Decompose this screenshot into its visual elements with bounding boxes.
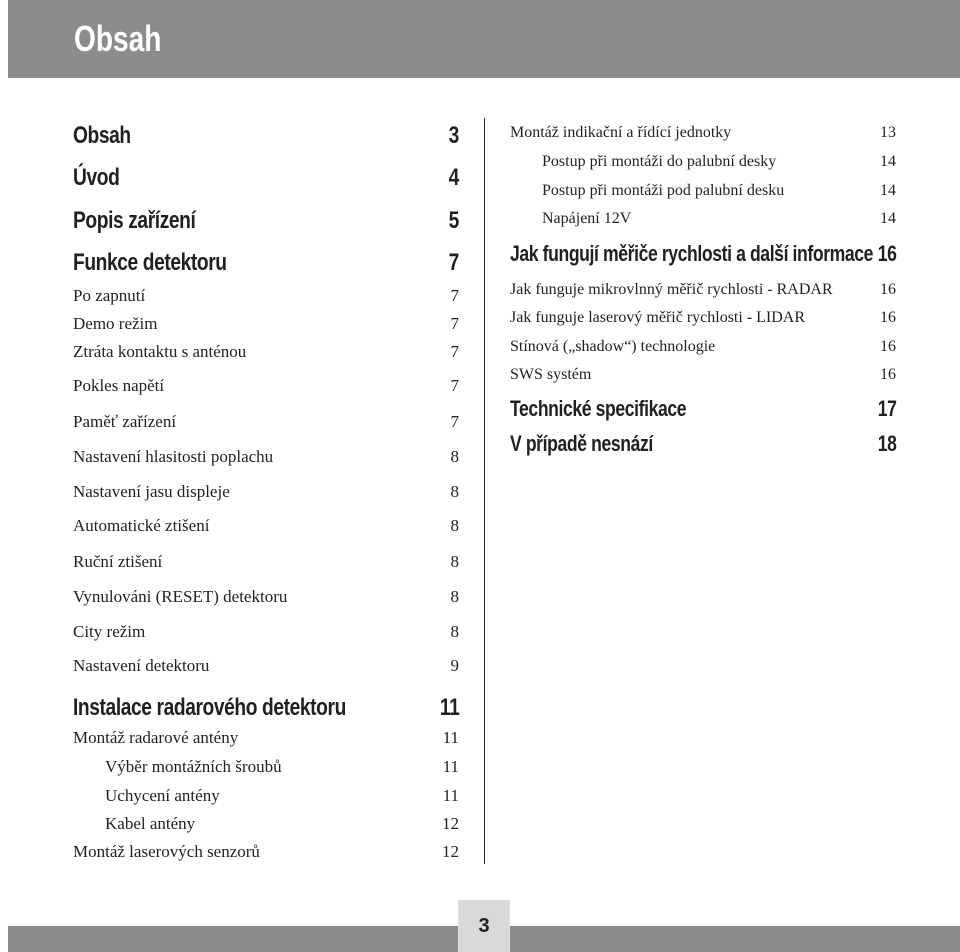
toc-entry-title: Popis zařízení <box>73 207 196 234</box>
toc-entry <box>73 338 459 366</box>
toc-entry-title: Úvod <box>73 164 120 191</box>
toc-entry-page: 16 <box>880 338 896 355</box>
toc-entry-title: Demo režim <box>73 314 158 333</box>
toc-entry <box>73 443 459 471</box>
toc-entry-page: 7 <box>450 314 459 333</box>
toc-entry <box>510 430 896 458</box>
toc-entry <box>73 512 459 540</box>
toc-entry-title: Uchycení antény <box>105 786 220 805</box>
toc-entry-page: 8 <box>450 447 459 466</box>
toc-entry <box>510 119 896 147</box>
toc-entry-title: Pokles napětí <box>73 376 165 395</box>
header-band <box>8 0 960 78</box>
toc-entry <box>73 408 459 436</box>
toc-entry-title: Instalace radarového detektoru <box>73 694 346 721</box>
toc-entry-page: 16 <box>880 281 896 298</box>
toc-entry-page: 11 <box>442 757 459 776</box>
toc-entry-page: 14 <box>880 210 896 227</box>
toc-entry <box>510 148 896 176</box>
toc-entry-title: Jak funguje mikrovlnný měřič rychlosti - RADAR <box>510 281 833 298</box>
toc-entry <box>510 361 896 389</box>
toc-entry-page: 12 <box>442 842 459 861</box>
page-number: 3 <box>478 915 490 937</box>
toc-entry <box>73 164 459 192</box>
toc-entry <box>510 333 896 361</box>
toc-entry-title: SWS systém <box>510 366 592 383</box>
page-number-box <box>458 900 510 952</box>
toc-entry-page: 16 <box>880 366 896 383</box>
toc-entry <box>73 548 459 576</box>
toc-entry <box>73 652 459 680</box>
toc-entry-title: Ruční ztišení <box>73 552 163 571</box>
toc-entry-page: 7 <box>450 286 459 305</box>
toc-entry <box>510 395 896 423</box>
toc-entry <box>73 810 459 838</box>
toc-entry-page: 8 <box>450 552 459 571</box>
toc-entry-page: 8 <box>450 516 459 535</box>
toc-entry-title: Ztráta kontaktu s anténou <box>73 342 247 361</box>
toc-entry-page: 5 <box>448 207 459 234</box>
toc-entry <box>73 724 459 752</box>
toc-entry-title: Nastavení detektoru <box>73 656 210 675</box>
toc-entry-page: 3 <box>448 122 459 149</box>
toc-entry-page: 11 <box>442 786 459 805</box>
toc-entry <box>73 838 459 866</box>
toc-entry-title: Automatické ztišení <box>73 516 210 535</box>
toc-entry <box>73 753 459 781</box>
toc-entry-title: Vynulováni (RESET) detektoru <box>73 587 288 606</box>
toc-entry <box>73 207 459 235</box>
toc-entry-title: Montáž laserových senzorů <box>73 842 260 861</box>
toc-entry-page: 8 <box>450 622 459 641</box>
toc-entry-title: Jak funguje laserový měřič rychlosti - LIDAR <box>510 309 806 326</box>
toc-entry-title: City režim <box>73 622 146 641</box>
toc-entry-title: Nastavení hlasitosti poplachu <box>73 447 274 466</box>
toc-entry-title: Kabel antény <box>105 814 196 833</box>
toc-entry <box>510 177 896 205</box>
toc-entry <box>73 249 459 277</box>
toc-entry-title: Obsah <box>73 122 131 149</box>
toc-entry-page: 16 <box>880 309 896 326</box>
toc-entry-page: 7 <box>450 376 459 395</box>
toc-entry-title: Napájení 12V <box>542 210 632 227</box>
toc-entry <box>73 694 459 722</box>
toc-entry-title: V případě nesnází <box>510 431 653 456</box>
toc-entry-title: Nastavení jasu displeje <box>73 482 230 501</box>
toc-entry-page: 7 <box>448 249 459 276</box>
toc-entry-title: Postup při montáži do palubní desky <box>542 153 777 170</box>
toc-entry-title: Technické specifikace <box>510 396 687 421</box>
toc-entry-page: 7 <box>450 412 459 431</box>
toc-entry <box>73 782 459 810</box>
toc-entry-page: 14 <box>880 153 896 170</box>
toc-entry-page: 18 <box>877 431 896 456</box>
toc-entry-title: Montáž indikační a řídící jednotky <box>510 124 732 141</box>
toc-entry-title: Paměť zařízení <box>73 412 177 431</box>
toc-entry-page: 4 <box>448 164 459 191</box>
toc-entry-page: 8 <box>450 482 459 501</box>
toc-entry-page: 14 <box>880 182 896 199</box>
toc-entry-page: 8 <box>450 587 459 606</box>
toc-entry-page: 13 <box>880 124 896 141</box>
toc-entry-title: Funkce detektoru <box>73 249 227 276</box>
toc-entry <box>510 276 896 304</box>
toc-entry <box>510 240 896 268</box>
toc-entry-title: Jak fungují měřiče rychlosti a další informace <box>510 241 874 266</box>
toc-entry <box>510 304 896 332</box>
toc-entry <box>73 583 459 611</box>
toc-entry-title: Výběr montážních šroubů <box>105 757 282 776</box>
toc-entry-title: Stínová („shadow“) technologie <box>510 338 716 355</box>
toc-entry <box>73 122 459 150</box>
toc-entry-page: 7 <box>450 342 459 361</box>
toc-entry-page: 12 <box>442 814 459 833</box>
toc-entry <box>73 372 459 400</box>
toc-entry-page: 11 <box>439 694 459 721</box>
toc-entry <box>510 205 896 233</box>
column-divider <box>484 118 485 864</box>
toc-entry <box>73 478 459 506</box>
toc-entry-page: 16 <box>877 241 896 266</box>
toc-entry <box>73 618 459 646</box>
page-title: Obsah <box>74 18 162 59</box>
toc-entry-page: 11 <box>442 728 459 747</box>
toc-entry-title: Montáž radarové antény <box>73 728 239 747</box>
toc-entry <box>73 282 459 310</box>
toc-entry-page: 17 <box>877 396 896 421</box>
toc-entry-title: Po zapnutí <box>73 286 146 305</box>
toc-entry <box>73 310 459 338</box>
toc-entry-title: Postup při montáži pod palubní desku <box>542 182 785 199</box>
toc-entry-page: 9 <box>450 656 459 675</box>
